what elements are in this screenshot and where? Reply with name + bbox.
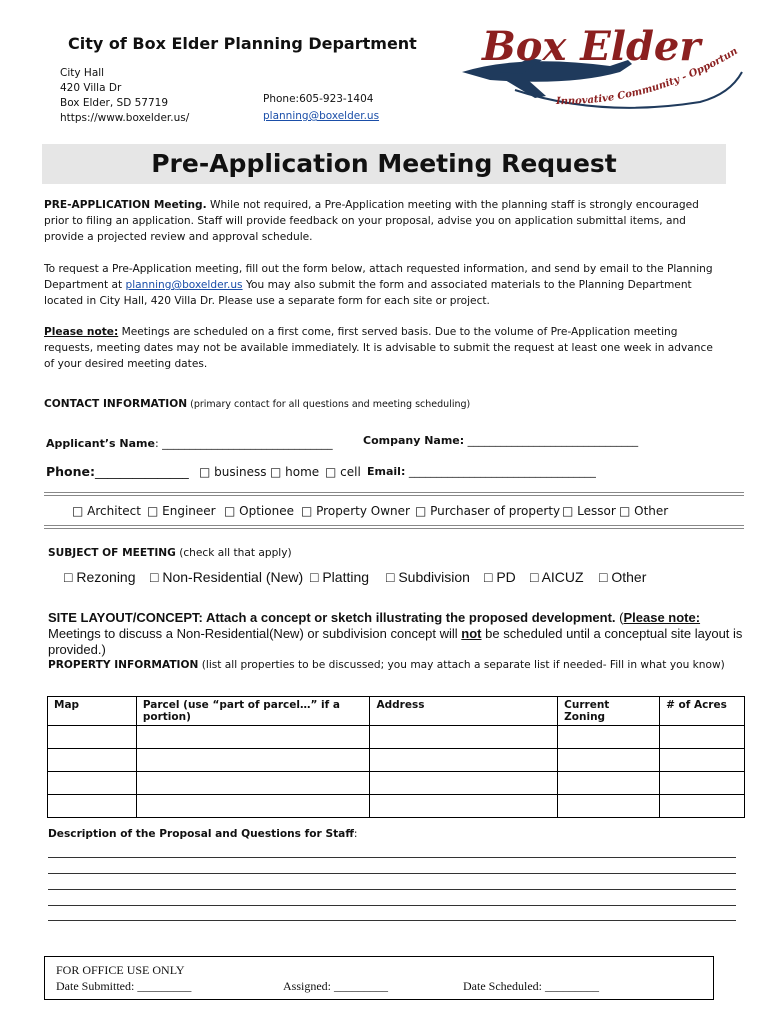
phone-line[interactable]: _______________	[95, 464, 189, 479]
note-label: Please note:	[44, 326, 119, 338]
site-layout-text: (	[615, 610, 624, 625]
property-heading	[48, 659, 725, 671]
date-scheduled-field[interactable]: Date Scheduled: _________	[463, 979, 599, 993]
address-block	[60, 66, 189, 126]
contact-heading	[44, 398, 470, 410]
phone-number: Phone:605-923-1404	[263, 93, 374, 105]
role-architect-checkbox[interactable]: □ Architect	[72, 504, 141, 518]
table-row	[48, 772, 745, 795]
subject-platting-checkbox[interactable]: □ Platting	[310, 569, 370, 585]
contact-subheading: (primary contact for all questions and meeting scheduling)	[187, 399, 471, 410]
box-elder-logo	[460, 14, 745, 124]
description-label-text: Description of the Proposal and Questions for Staff	[48, 828, 354, 840]
site-layout-note	[48, 610, 748, 658]
table-cell[interactable]	[48, 749, 137, 772]
property-table	[47, 696, 745, 818]
role-lessor-checkbox[interactable]: □ Lessor	[562, 504, 616, 518]
description-line[interactable]	[48, 873, 736, 874]
site-layout-note-label: Please note:	[623, 610, 701, 625]
office-use-box	[44, 956, 714, 1000]
address-line: City Hall	[60, 67, 105, 79]
intro-paragraph-1	[44, 197, 724, 245]
table-cell[interactable]	[558, 795, 660, 818]
table-cell[interactable]	[48, 795, 137, 818]
applicant-name-line[interactable]: : _______________________________	[154, 437, 333, 450]
table-row	[48, 726, 745, 749]
company-name-line[interactable]: _______________________________	[464, 434, 639, 447]
column-header-map: Map	[48, 697, 137, 726]
subject-subheading: (check all that apply)	[175, 547, 292, 559]
table-row	[48, 795, 745, 818]
table-cell[interactable]	[660, 726, 745, 749]
email-label: Email:	[367, 465, 406, 478]
column-header-address: Address	[370, 697, 558, 726]
divider	[44, 492, 744, 496]
plane-tail-icon	[505, 80, 546, 98]
address-line: Box Elder, SD 57719	[60, 97, 169, 109]
intro-paragraph-2	[44, 261, 724, 309]
logo-graphic	[460, 14, 745, 124]
subject-pd-checkbox[interactable]: □ PD	[484, 569, 516, 585]
subject-other-checkbox[interactable]: □ Other	[599, 569, 647, 585]
page-title: Pre-Application Meeting Request	[42, 144, 726, 184]
assigned-field[interactable]: Assigned: _________	[283, 979, 388, 993]
role-property-owner-checkbox[interactable]: □ Property Owner	[301, 504, 410, 518]
phone-label: Phone:	[46, 464, 96, 479]
contact-heading-label: CONTACT INFORMATION	[44, 398, 188, 410]
office-use-heading: FOR OFFICE USE ONLY	[56, 963, 185, 977]
subject-non-residential-checkbox[interactable]: □ Non-Residential (New)	[150, 569, 304, 585]
description-line[interactable]	[48, 905, 736, 906]
description-line[interactable]	[48, 920, 736, 921]
property-subheading: (list all properties to be discussed; you may attach a separate list if needed- Fill in what you know)	[198, 659, 725, 671]
phone-type-cell[interactable]: □ cell	[325, 465, 361, 479]
description-line[interactable]	[48, 889, 736, 890]
table-cell[interactable]	[370, 772, 558, 795]
phone-type-home[interactable]: □ home	[270, 465, 320, 479]
role-other-checkbox[interactable]: □ Other	[619, 504, 669, 518]
site-layout-text: Meetings to discuss a Non-Residential(New) or subdivision concept will	[48, 626, 462, 641]
planning-email-link[interactable]: planning@boxelder.us	[125, 279, 243, 291]
subject-aicuz-checkbox[interactable]: □ AICUZ	[530, 569, 584, 585]
applicant-name-field[interactable]	[46, 437, 333, 450]
intro-text: You may also submit the form and associated materials to the Planning Department located in City Hall, 420 Villa Dr. Please use a separate form for each site or project.	[44, 279, 692, 307]
applicant-name-label: Applicant’s Name	[46, 437, 155, 450]
department-title: City of Box Elder Planning Department	[68, 34, 417, 53]
site-layout-heading: SITE LAYOUT/CONCEPT: Attach a concept or sketch illustrating the proposed development.	[48, 610, 616, 625]
site-layout-text: be scheduled until a conceptual site layout is provided.)	[48, 626, 743, 657]
table-cell[interactable]	[136, 772, 370, 795]
intro-text: To request a Pre-Application meeting, fill out the form below, attach requested information, and send by email to the Planning Department at	[44, 263, 713, 291]
email-field[interactable]	[367, 465, 596, 478]
subject-heading-label: SUBJECT OF MEETING	[48, 547, 176, 559]
table-header-row	[48, 697, 745, 726]
site-layout-not: not	[461, 626, 482, 641]
company-name-field[interactable]	[363, 434, 638, 447]
table-cell[interactable]	[48, 726, 137, 749]
table-cell[interactable]	[136, 749, 370, 772]
subject-subdivision-checkbox[interactable]: □ Subdivision	[386, 569, 470, 585]
role-engineer-checkbox[interactable]: □ Engineer	[147, 504, 216, 518]
column-header-acres: # of Acres	[660, 697, 745, 726]
table-row	[48, 749, 745, 772]
table-cell[interactable]	[370, 726, 558, 749]
table-cell[interactable]	[558, 749, 660, 772]
phone-field[interactable]	[46, 464, 189, 479]
role-purchaser-checkbox[interactable]: □ Purchaser of property	[415, 504, 561, 518]
intro-text: While not required, a Pre-Application meeting with the planning staff is strongly encouraged prior to filing an application. Staff will provide feedback on your proposal, advise you on application submittal items, and provide a projected review and approval schedule.	[44, 199, 699, 243]
description-line[interactable]	[48, 857, 736, 858]
contact-block	[263, 92, 379, 124]
note-text: Meetings are scheduled on a first come, first served basis. Due to the volume of Pre-Application meeting requests, meeting dates may not be available immediately. It is advisable to submit the request at least one week in advance of your desired meeting dates.	[44, 326, 713, 370]
intro-paragraph-3	[44, 324, 724, 372]
table-cell[interactable]	[660, 749, 745, 772]
company-name-label: Company Name:	[363, 434, 465, 447]
logo-name: Box Elder	[482, 23, 701, 70]
table-cell[interactable]	[558, 726, 660, 749]
property-heading-label: PROPERTY INFORMATION	[48, 659, 199, 671]
subject-rezoning-checkbox[interactable]: □ Rezoning	[64, 569, 136, 585]
email-line[interactable]: __________________________________	[405, 465, 596, 478]
website-link[interactable]: https://www.boxelder.us/	[60, 112, 190, 124]
logo-tagline: Innovative Community - Opportun	[555, 45, 740, 108]
table-cell[interactable]	[370, 795, 558, 818]
phone-type-business[interactable]: □ business	[199, 465, 267, 479]
table-cell[interactable]	[136, 795, 370, 818]
table-cell[interactable]	[660, 795, 745, 818]
table-cell[interactable]	[136, 726, 370, 749]
address-line: 420 Villa Dr	[60, 82, 122, 94]
table-cell[interactable]	[48, 772, 137, 795]
table-cell[interactable]	[370, 749, 558, 772]
email-link[interactable]: planning@boxelder.us	[263, 110, 380, 122]
table-cell[interactable]	[558, 772, 660, 795]
column-header-parcel: Parcel (use “part of parcel…” if a portion)	[136, 697, 370, 726]
intro-heading: PRE-APPLICATION Meeting.	[44, 199, 207, 211]
description-label	[48, 828, 357, 840]
description-colon: :	[353, 828, 358, 840]
divider	[44, 525, 744, 529]
date-submitted-field[interactable]: Date Submitted: _________	[56, 979, 192, 993]
column-header-zoning: Current Zoning	[558, 697, 660, 726]
table-cell[interactable]	[660, 772, 745, 795]
subject-heading	[48, 547, 292, 559]
role-optionee-checkbox[interactable]: □ Optionee	[224, 504, 294, 518]
